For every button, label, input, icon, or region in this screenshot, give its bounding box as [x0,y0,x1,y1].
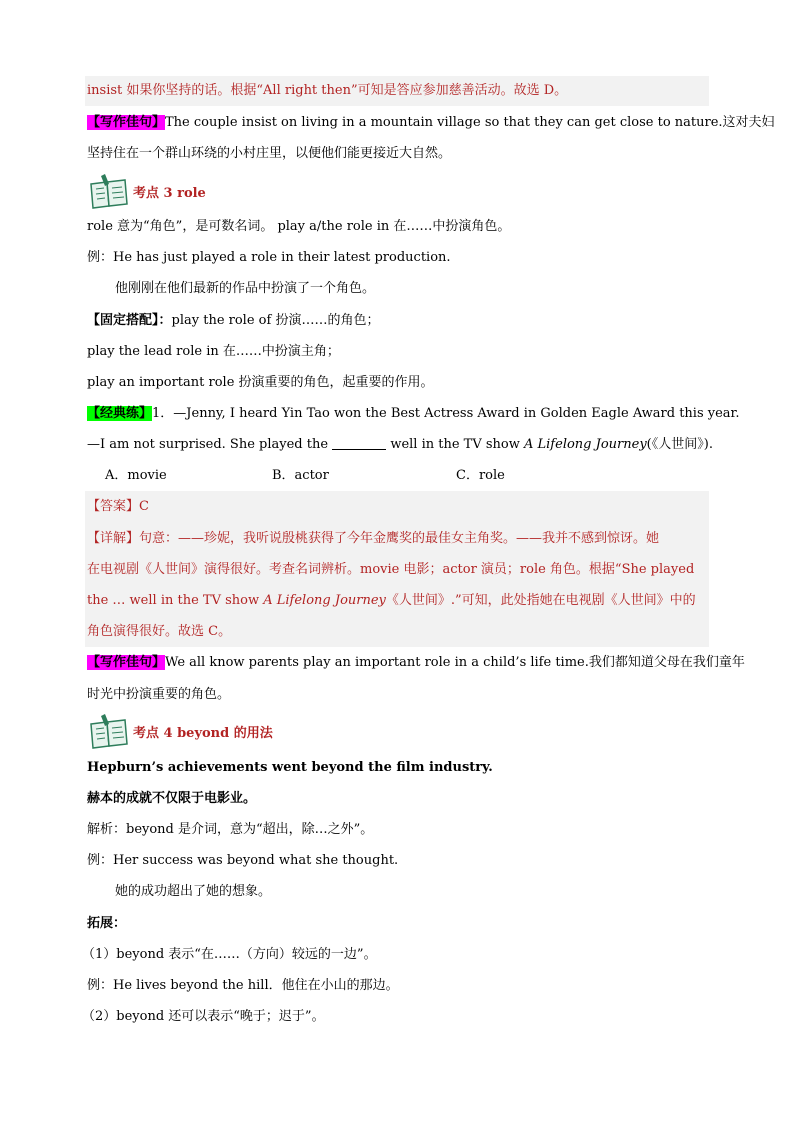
example-label: 例： [87,853,114,868]
question-part: —I am not surprised. She played the [87,437,333,452]
detail-part: the … well in the TV show [87,593,264,608]
answer-detail-4: 角色演得很好。故选 C。 [87,624,232,639]
answer-line: 【答案】C [87,499,149,514]
practice-question-text: 1．—Jenny, I heard Yin Tao won the Best Actress Award in Golden Eagle Award this year. [152,406,740,421]
option-c: C．role [456,468,505,483]
book-icon [87,714,131,750]
example-en: Her success was beyond what she thought. [113,853,399,868]
point-4-example-cn: 她的成功超出了她的想象。 [115,884,272,899]
option-a: A．movie [105,468,167,483]
previous-explanation-line: insist 如果你坚持的话。根据“All right then”可知是答应参加慈善活动。故选 D。 [87,83,568,98]
point-4-example [87,851,398,871]
point-3-definition: role 意为“角色”，是可数名词。 play a/the role in 在……中扮演角色。 [87,219,511,234]
answer-detail-1: 【详解】句意：——珍妮，我听说殷桃获得了今年金鹰奖的最佳女主角奖。——我并不感到惊讶。她 [87,531,660,546]
expand-label: 拓展： [87,916,127,931]
show-title: A Lifelong Journey [263,593,386,608]
writing-sentence-1-cont: 坚持住在一个群山环绕的小村庄里，以便他们能更接近大自然。 [87,146,452,161]
fixed-item-1: play the role of 扮演……的角色； [171,313,380,328]
fixed-item-2: play the lead role in 在……中扮演主角； [87,344,340,359]
example-label: 例： [87,250,114,265]
example-en: He has just played a role in their latest production. [113,250,451,265]
expand-item-2: （2）beyond 还可以表示“晚于；迟于”。 [82,1009,325,1024]
writing-sentence-cn: 这对夫妇 [722,115,775,130]
fixed-label: 【固定搭配】： [87,313,172,328]
writing-sentence-en: The couple insist on living in a mountain village so that they can get close to nature. [165,115,723,130]
writing-sentence-cn: 我们都知道父母在我们童年 [588,655,745,670]
practice-tag: 【经典练】 [87,406,153,421]
practice-question-1 [87,404,739,424]
point-3-example [87,248,451,268]
point-4-sentence-en: Hepburn’s achievements went beyond the film industry. [87,760,493,775]
expand-item-1-example: 例：He lives beyond the hill．他住在小山的那边。 [87,978,399,993]
fixed-collocation [87,311,379,331]
detail-part: 《人世间》.”可知，此处指她在电视剧《人世间》中的 [385,593,696,608]
option-b: B．actor [272,468,329,483]
writing-sentence-en: We all know parents play an important role in a child’s life time. [165,655,589,670]
writing-sentence-2-cont: 时光中扮演重要的角色。 [87,687,231,702]
point-3-title: 考点 3 role [133,186,206,201]
book-icon [87,174,131,210]
answer-detail-2: 在电视剧《人世间》演得很好。考查名词辨析。movie 电影；actor 演员；role 角色。根据“She played [87,562,695,577]
expand-item-1: （1）beyond 表示“在……（方向）较远的一边”。 [82,947,377,962]
point-4-sentence-cn: 赫本的成就不仅限于电影业。 [87,791,257,806]
answer-blank [332,435,386,450]
show-title: A Lifelong Journey [524,437,647,452]
writing-sentence-2 [87,653,745,673]
answer-detail-3 [87,591,696,611]
fixed-item-3: play an important role 扮演重要的角色，起重要的作用。 [87,375,434,390]
question-part: (《人世间》). [646,437,713,452]
point-4-title: 考点 4 beyond 的用法 [133,726,273,741]
writing-tag: 【写作佳句】 [87,655,166,670]
question-part: well in the TV show [386,437,524,452]
writing-tag: 【写作佳句】 [87,115,166,130]
practice-question-2 [87,435,713,455]
point-4-analysis: 解析：beyond 是介词，意为“超出，除…之外”。 [87,822,374,837]
point-3-example-cn: 他刚刚在他们最新的作品中扮演了一个角色。 [115,281,376,296]
writing-sentence-1 [87,113,775,133]
